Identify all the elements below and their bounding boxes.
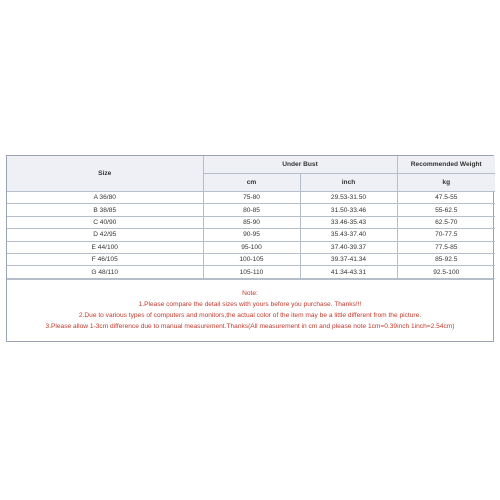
under-bust-header: Under Bust (203, 156, 397, 174)
cm-cell: 85-90 (203, 216, 300, 228)
kg-cell: 62.5-70 (397, 216, 495, 228)
cm-subheader: cm (203, 174, 300, 192)
table-row (7, 229, 495, 241)
inch-cell: 37.40-39.37 (300, 241, 397, 253)
kg-cell: 92.5-100 (397, 266, 495, 278)
size-cell: A 36/80 (7, 192, 203, 204)
table-row (7, 241, 495, 253)
table-header-row (7, 156, 495, 174)
recommended-weight-header: Recommended Weight (397, 156, 495, 174)
kg-subheader: kg (397, 174, 495, 192)
inch-cell: 29.53-31.50 (300, 192, 397, 204)
table-row (7, 204, 495, 216)
table-row (7, 216, 495, 228)
inch-cell: 31.50-33.46 (300, 204, 397, 216)
cm-cell: 100-105 (203, 253, 300, 265)
size-cell: D 42/95 (7, 229, 203, 241)
size-cell: F 46/105 (7, 253, 203, 265)
kg-cell: 70-77.5 (397, 229, 495, 241)
inch-cell: 35.43-37.40 (300, 229, 397, 241)
inch-subheader: inch (300, 174, 397, 192)
table-row (7, 266, 495, 278)
size-column-header: Size (7, 156, 203, 192)
cm-cell: 80-85 (203, 204, 300, 216)
cm-cell: 75-80 (203, 192, 300, 204)
cm-cell: 90-95 (203, 229, 300, 241)
kg-cell: 77.5-85 (397, 241, 495, 253)
inch-cell: 41.34-43.31 (300, 266, 397, 278)
note-line: 2.Due to various types of computers and monitors,the actual color of the item may be a little different from the picture. (78, 311, 422, 319)
table-row (7, 253, 495, 265)
note-line: 3.Please allow 1-3cm difference due to manual measurement.Thanks(All measurement in cm and please note 1cm=0.39inch 1inch=2.54cm) (45, 322, 455, 330)
kg-cell: 47.5-55 (397, 192, 495, 204)
notes-section (7, 279, 493, 341)
note-title: Note: (242, 289, 258, 297)
size-cell: B 38/85 (7, 204, 203, 216)
table-row (7, 192, 495, 204)
size-chart (6, 155, 494, 342)
size-cell: E 44/100 (7, 241, 203, 253)
cm-cell: 95-100 (203, 241, 300, 253)
kg-cell: 55-62.5 (397, 204, 495, 216)
size-cell: C 40/90 (7, 216, 203, 228)
kg-cell: 85-92.5 (397, 253, 495, 265)
cm-cell: 105-110 (203, 266, 300, 278)
inch-cell: 39.37-41.34 (300, 253, 397, 265)
size-table (7, 156, 495, 279)
size-cell: G 48/110 (7, 266, 203, 278)
note-line: 1.Please compare the detail sizes with yours before you purchase. Thanks!!! (138, 300, 362, 308)
inch-cell: 33.46-35.43 (300, 216, 397, 228)
